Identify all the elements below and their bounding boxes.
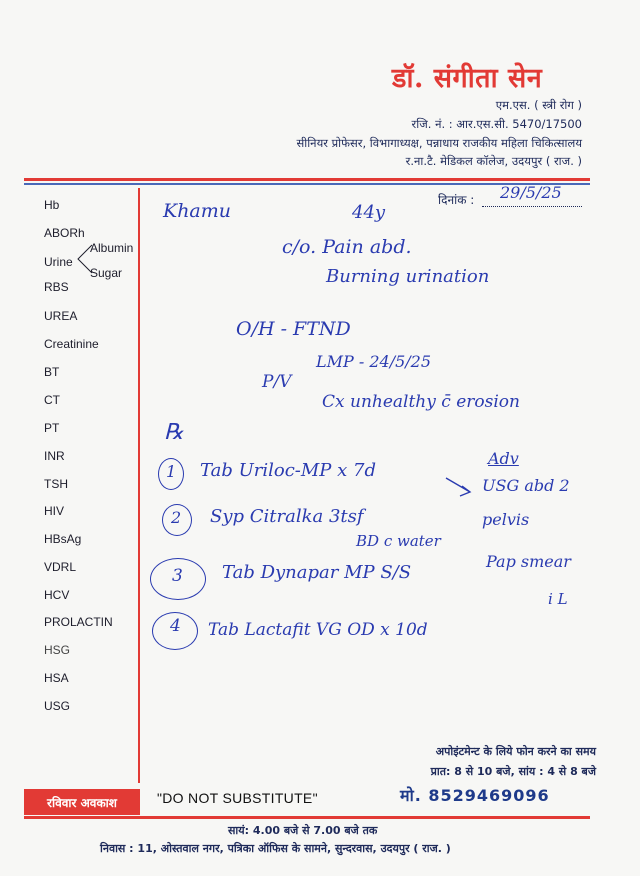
doctor-name: डॉ. संगीता सेन — [392, 63, 543, 94]
mobile-number: मो. 8529469096 — [400, 786, 550, 805]
test-vdrl: VDRL — [44, 560, 77, 574]
test-hb: Hb — [44, 198, 60, 212]
item-4: Tab Lactafit VG OD x 10d — [208, 620, 428, 640]
item-4-number: 4 — [170, 616, 181, 636]
appointment-timings: प्रात: 8 से 10 बजे, सांय : 4 से 8 बजे — [430, 765, 596, 778]
test-creatinine: Creatinine — [44, 337, 99, 351]
sunday-holiday-badge: रविवार अवकाश — [24, 789, 140, 815]
test-inr: INR — [44, 449, 65, 463]
urine-albumin: Albumin — [90, 241, 134, 255]
item-2-instructions: BD c water — [356, 532, 441, 550]
date-value: 29/5/25 — [500, 183, 562, 202]
designation: सीनियर प्रोफेसर, विभागाध्यक्ष, पन्नाधाय राजकीय महिला चिकित्सालय — [296, 136, 582, 150]
advice-3: Pap smear — [486, 552, 571, 571]
advice-arrow-icon — [444, 476, 480, 506]
lmp: LMP - 24/5/25 — [316, 352, 432, 371]
patient-age: 44y — [352, 202, 386, 223]
test-hsg: HSG — [44, 643, 71, 657]
residence-address: निवास : 11, ओस्तवाल नगर, पत्रिका ऑफिस के सामने, सुन्दरवास, उदयपुर ( राज. ) — [100, 842, 451, 855]
test-rbs: RBS — [44, 280, 69, 294]
item-3-number: 3 — [172, 566, 183, 586]
test-hcv: HCV — [44, 588, 70, 602]
sidebar-divider — [138, 188, 140, 783]
evening-hours: सायं: 4.00 बजे से 7.00 बजे तक — [228, 824, 378, 837]
test-tsh: TSH — [44, 477, 68, 491]
test-pt: PT — [44, 421, 60, 435]
test-hiv: HIV — [44, 504, 65, 518]
registration-number: रजि. नं. : आर.एस.सी. 5470/17500 — [411, 117, 582, 131]
appointment-time-label: अपोइंटमेन्ट के लिये फोन करने का समय — [435, 745, 596, 758]
item-3: Tab Dynapar MP S/S — [222, 562, 412, 583]
test-urine: Urine — [44, 255, 73, 269]
pv-note: Cx unhealthy c̄ erosion — [322, 392, 520, 412]
do-not-substitute: "DO NOT SUBSTITUTE" — [157, 790, 318, 806]
test-prolactin: PROLACTIN — [44, 615, 113, 629]
item-2: Syp Citralka 3tsf — [210, 506, 364, 527]
test-ct: CT — [44, 393, 60, 407]
test-hbsag: HBsAg — [44, 532, 82, 546]
rx-symbol: ℞ — [164, 420, 184, 445]
test-aborh: ABORh — [44, 226, 85, 240]
advice-1: USG abd 2 — [482, 476, 570, 495]
item-1-number: 1 — [166, 462, 177, 481]
advice-2: pelvis — [482, 510, 530, 529]
college: र.ना.टै. मेडिकल कॉलेज, उदयपुर ( राज. ) — [405, 154, 582, 168]
test-usg: USG — [44, 699, 71, 713]
complaint-line-1: c/o. Pain abd. — [282, 236, 412, 258]
footer-divider-red — [24, 816, 590, 819]
item-2-number: 2 — [171, 508, 182, 527]
test-hsa: HSA — [44, 671, 69, 685]
advice-label: Adv — [488, 449, 519, 468]
header-divider-red — [24, 178, 590, 181]
test-urea: UREA — [44, 309, 78, 323]
item-1: Tab Uriloc-MP x 7d — [200, 460, 376, 481]
date-label: दिनांक : — [438, 193, 475, 207]
advice-4: i L — [548, 590, 568, 608]
complaint-line-2: Burning urination — [326, 266, 490, 287]
obstetric-history: O/H - FTND — [236, 318, 351, 340]
test-bt: BT — [44, 365, 60, 379]
doctor-degree: एम.एस. ( स्त्री रोग ) — [495, 98, 582, 112]
pv-label: P/V — [262, 372, 292, 392]
urine-sugar: Sugar — [90, 266, 123, 280]
patient-name: Khamu — [163, 200, 232, 222]
